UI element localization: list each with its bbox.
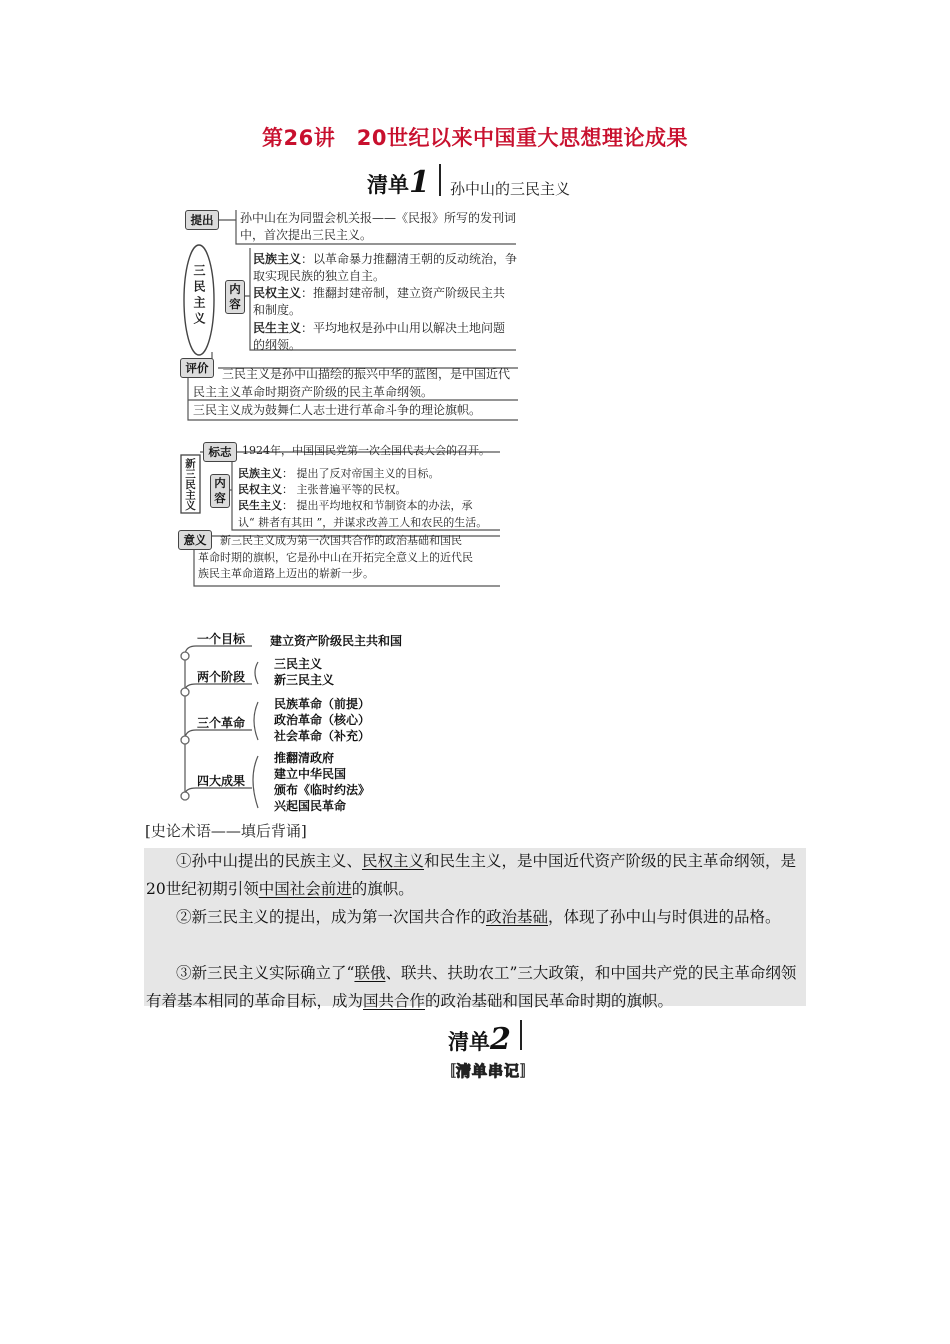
content-2-minquan: 民权主义： 主张普遍平等的民权。 bbox=[238, 483, 407, 496]
tag-meaning: 意义 bbox=[178, 530, 212, 550]
list-item: 社会革命（补充） bbox=[274, 729, 371, 743]
tag-content-2: 内容 bbox=[210, 474, 230, 508]
list-item: 建立中华民国 bbox=[274, 767, 347, 781]
goal-label: 一个目标 bbox=[197, 632, 246, 646]
achievement-list bbox=[274, 750, 370, 814]
list-item: 三民主义 bbox=[274, 657, 323, 671]
tag-evaluation: 评价 bbox=[180, 358, 214, 378]
diagram1-center-label: 三民主义 bbox=[192, 264, 206, 328]
eval-line-3: 三民主义成为鼓舞仁人志士进行革命斗争的理论旗帜。 bbox=[193, 403, 482, 417]
content-2-minsheng: 民生主义： 提出平均地权和节制资本的办法，承 认“ 耕者有其田 ”，并谋求改善工人和农民的生活。 bbox=[238, 499, 488, 529]
list-item: 民族革命（前提） bbox=[274, 697, 371, 711]
checklist-summary-stamp: 〚清单串记〛 bbox=[441, 1062, 536, 1080]
stage-label: 两个阶段 bbox=[197, 670, 246, 684]
goal-text: 建立资产阶级民主共和国 bbox=[270, 634, 403, 648]
stage-list bbox=[274, 656, 334, 688]
revolution-label: 三个革命 bbox=[197, 716, 246, 730]
term-paragraph-1: ①孙中山提出的民族主义、民权主义和民生主义，是中国近代资产阶级的民主革命纲领，是20世纪初期引领中国社会前进的旗帜。 bbox=[146, 852, 797, 898]
list-item: 推翻清政府 bbox=[274, 751, 335, 765]
achievement-label: 四大成果 bbox=[197, 774, 246, 788]
checklist-1-subtitle: 孙中山的三民主义 bbox=[450, 180, 571, 198]
blank-answer: 中国社会前进 bbox=[258, 880, 352, 898]
checklist-number: 2 bbox=[490, 1022, 511, 1057]
blank-answer: 国共合作 bbox=[363, 992, 426, 1010]
tag-content-1: 内容 bbox=[225, 280, 245, 314]
checklist-prefix: 清单 bbox=[448, 1030, 490, 1054]
blank-answer: 政治基础 bbox=[486, 908, 549, 926]
list-item: 兴起国民革命 bbox=[274, 799, 347, 813]
blank-answer: 联俄 bbox=[354, 964, 386, 982]
eval-line-1: 三民主义是孙中山描绘的振兴中华的蓝图，是中国近代 bbox=[222, 367, 511, 381]
diagram2-center-label: 新三民主义 bbox=[184, 458, 196, 511]
content-1-minquan: 民权主义：推翻封建帝制，建立资产阶级民主共 和制度。 bbox=[253, 286, 506, 317]
term-paragraph-3: ③新三民主义实际确立了“联俄、联共、扶助农工”三大政策，和中国共产党的民主革命纲领有着基本相同的革命目标，成为国共合作的政治基础和国民革命时期的旗帜。 bbox=[146, 964, 797, 1010]
page-title: 第26讲 20世纪以来中国重大思想理论成果 bbox=[262, 126, 688, 150]
mark-text: 1924年，中国国民党第一次全国代表大会的召开。 bbox=[242, 444, 490, 457]
tag-mark: 标志 bbox=[203, 442, 237, 462]
revolution-list bbox=[274, 696, 370, 744]
meaning-line-1: 新三民主义成为第一次国共合作的政治基础和国民 bbox=[220, 534, 462, 547]
list-item: 政治革命（核心） bbox=[274, 713, 371, 727]
eval-line-2: 民主主义革命时期资产阶级的民主革命纲领。 bbox=[193, 385, 434, 399]
content-1-minzu: 民族主义：以革命暴力推翻清王朝的反动统治，争 取实现民族的独立自主。 bbox=[253, 252, 518, 283]
list-item: 新三民主义 bbox=[274, 673, 335, 687]
blank-answer: 民权主义 bbox=[362, 852, 425, 870]
propose-text: 孙中山在为同盟会机关报——《民报》所写的发刊词 中，首次提出三民主义。 bbox=[240, 211, 517, 242]
heading-divider bbox=[520, 1020, 522, 1050]
list-item: 颁布《临时约法》 bbox=[274, 783, 371, 797]
content-2-minzu: 民族主义： 提出了反对帝国主义的目标。 bbox=[238, 467, 440, 480]
meaning-line-3: 族民主革命道路上迈出的崭新一步。 bbox=[198, 567, 374, 580]
checklist-prefix: 清单 bbox=[367, 173, 409, 197]
content-1-minsheng: 民生主义：平均地权是孙中山用以解决土地问题 的纲领。 bbox=[253, 321, 506, 352]
term-paragraph-2: ②新三民主义的提出，成为第一次国共合作的政治基础，体现了孙中山与时俱进的品格。 bbox=[176, 908, 781, 926]
tag-propose: 提出 bbox=[185, 210, 219, 230]
checklist-2-heading bbox=[448, 1022, 511, 1057]
terms-heading: [史论术语——填后背诵] bbox=[145, 822, 307, 840]
checklist-number: 1 bbox=[409, 165, 430, 200]
meaning-line-2: 革命时期的旗帜，它是孙中山在开拓完全意义上的近代民 bbox=[198, 551, 473, 564]
